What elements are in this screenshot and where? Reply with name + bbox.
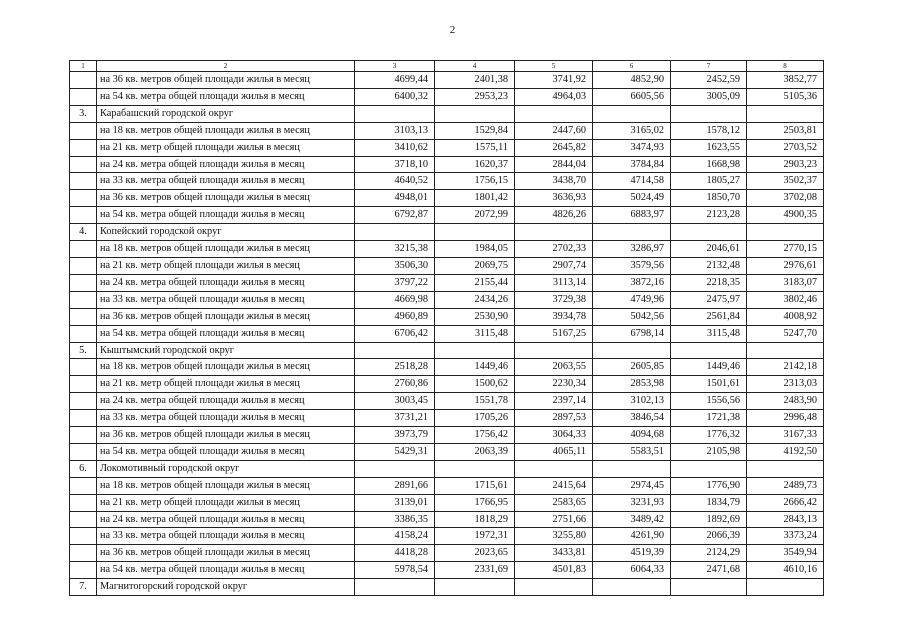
value-cell: 1721,38 (671, 410, 747, 427)
column-number-cell: 7 (671, 61, 747, 72)
value-cell: 2397,14 (515, 393, 593, 410)
value-cell: 1556,56 (671, 393, 747, 410)
table-row (70, 308, 824, 325)
value-cell: 2844,04 (515, 156, 593, 173)
value-cell: 4261,90 (593, 528, 671, 545)
table-row (70, 72, 824, 89)
value-cell: 4964,03 (515, 88, 593, 105)
row-index (70, 72, 97, 89)
value-cell: 3741,92 (515, 72, 593, 89)
section-title: Копейский городской округ (97, 224, 355, 241)
value-cell: 3438,70 (515, 173, 593, 190)
value-cell: 3410,62 (355, 139, 435, 156)
section-title: Локомотивный городской округ (97, 460, 355, 477)
value-cell (747, 105, 824, 122)
row-index (70, 241, 97, 258)
value-cell: 2218,35 (671, 274, 747, 291)
value-cell (747, 342, 824, 359)
row-label: на 21 кв. метр общей площади жилья в месяц (97, 257, 355, 274)
value-cell: 2155,44 (435, 274, 515, 291)
row-index (70, 427, 97, 444)
value-cell: 2770,15 (747, 241, 824, 258)
row-index (70, 122, 97, 139)
value-cell: 4699,44 (355, 72, 435, 89)
table-row (70, 274, 824, 291)
value-cell: 2666,42 (747, 494, 824, 511)
value-cell: 1766,95 (435, 494, 515, 511)
value-cell: 2605,85 (593, 359, 671, 376)
value-cell: 3373,24 (747, 528, 824, 545)
value-cell: 3872,16 (593, 274, 671, 291)
section-title: Кыштымский городской округ (97, 342, 355, 359)
row-label: на 36 кв. метров общей площади жилья в месяц (97, 190, 355, 207)
value-cell (593, 105, 671, 122)
value-cell (515, 224, 593, 241)
value-cell: 6605,56 (593, 88, 671, 105)
value-cell (435, 342, 515, 359)
value-cell: 3064,33 (515, 427, 593, 444)
row-index (70, 173, 97, 190)
value-cell: 1834,79 (671, 494, 747, 511)
value-cell: 2503,81 (747, 122, 824, 139)
value-cell (747, 224, 824, 241)
value-cell: 4610,16 (747, 562, 824, 579)
value-cell: 2471,68 (671, 562, 747, 579)
value-cell (355, 105, 435, 122)
table-row (70, 139, 824, 156)
row-index (70, 257, 97, 274)
value-cell: 5024,49 (593, 190, 671, 207)
row-index (70, 443, 97, 460)
value-cell: 1578,12 (671, 122, 747, 139)
value-cell (515, 460, 593, 477)
value-cell: 2483,90 (747, 393, 824, 410)
value-cell: 3103,13 (355, 122, 435, 139)
row-label: на 24 кв. метра общей площади жилья в месяц (97, 274, 355, 291)
value-cell: 6798,14 (593, 325, 671, 342)
value-cell: 3433,81 (515, 545, 593, 562)
value-cell (435, 224, 515, 241)
value-cell: 6064,33 (593, 562, 671, 579)
row-index (70, 190, 97, 207)
value-cell: 3113,14 (515, 274, 593, 291)
row-label: на 54 кв. метра общей площади жилья в месяц (97, 443, 355, 460)
value-cell: 2434,26 (435, 291, 515, 308)
table-row (70, 511, 824, 528)
value-cell (671, 105, 747, 122)
row-label: на 33 кв. метра общей площади жилья в месяц (97, 173, 355, 190)
value-cell: 3846,54 (593, 410, 671, 427)
value-cell: 2561,84 (671, 308, 747, 325)
table-row (70, 427, 824, 444)
value-cell (355, 579, 435, 596)
row-label: на 18 кв. метров общей площади жилья в месяц (97, 477, 355, 494)
value-cell: 6706,42 (355, 325, 435, 342)
value-cell: 5247,70 (747, 325, 824, 342)
value-cell: 3286,97 (593, 241, 671, 258)
row-index (70, 291, 97, 308)
value-cell: 1575,11 (435, 139, 515, 156)
row-label: на 18 кв. метров общей площади жилья в месяц (97, 241, 355, 258)
row-label: на 36 кв. метров общей площади жилья в месяц (97, 545, 355, 562)
table-row (70, 257, 824, 274)
value-cell: 4900,35 (747, 207, 824, 224)
value-cell: 6883,97 (593, 207, 671, 224)
table-body (70, 61, 824, 596)
value-cell: 4094,68 (593, 427, 671, 444)
value-cell: 4501,83 (515, 562, 593, 579)
value-cell (435, 460, 515, 477)
value-cell: 3474,93 (593, 139, 671, 156)
table-row (70, 241, 824, 258)
value-cell: 5583,51 (593, 443, 671, 460)
value-cell: 1850,70 (671, 190, 747, 207)
value-cell (671, 579, 747, 596)
row-index (70, 376, 97, 393)
value-cell (747, 579, 824, 596)
value-cell (435, 105, 515, 122)
value-cell: 2069,75 (435, 257, 515, 274)
row-index (70, 494, 97, 511)
value-cell: 2645,82 (515, 139, 593, 156)
row-index (70, 359, 97, 376)
value-cell (355, 342, 435, 359)
value-cell: 5978,54 (355, 562, 435, 579)
value-cell: 2066,39 (671, 528, 747, 545)
value-cell: 3115,48 (671, 325, 747, 342)
value-cell: 3702,08 (747, 190, 824, 207)
value-cell: 1620,37 (435, 156, 515, 173)
row-label: на 33 кв. метра общей площади жилья в месяц (97, 410, 355, 427)
value-cell (515, 105, 593, 122)
value-cell: 3549,94 (747, 545, 824, 562)
value-cell: 3183,07 (747, 274, 824, 291)
row-index (70, 511, 97, 528)
value-cell: 3215,38 (355, 241, 435, 258)
value-cell: 1776,32 (671, 427, 747, 444)
value-cell: 2518,28 (355, 359, 435, 376)
row-label: на 36 кв. метров общей площади жилья в месяц (97, 72, 355, 89)
value-cell: 1756,42 (435, 427, 515, 444)
value-cell (435, 579, 515, 596)
table-row (70, 376, 824, 393)
value-cell: 1501,61 (671, 376, 747, 393)
row-index: 7. (70, 579, 97, 596)
row-index (70, 308, 97, 325)
value-cell: 2230,34 (515, 376, 593, 393)
value-cell: 3005,09 (671, 88, 747, 105)
row-label: на 21 кв. метр общей площади жилья в месяц (97, 139, 355, 156)
value-cell: 3797,22 (355, 274, 435, 291)
column-number-cell: 8 (747, 61, 824, 72)
column-number-cell: 3 (355, 61, 435, 72)
value-cell: 6400,32 (355, 88, 435, 105)
column-number-row (70, 61, 824, 72)
value-cell: 4065,11 (515, 443, 593, 460)
table-row (70, 494, 824, 511)
value-cell: 2105,98 (671, 443, 747, 460)
section-row (70, 105, 824, 122)
value-cell (671, 224, 747, 241)
value-cell: 3003,45 (355, 393, 435, 410)
column-number-cell: 6 (593, 61, 671, 72)
value-cell: 4158,24 (355, 528, 435, 545)
row-index (70, 562, 97, 579)
value-cell (515, 579, 593, 596)
value-cell: 1776,90 (671, 477, 747, 494)
value-cell: 2760,86 (355, 376, 435, 393)
value-cell: 1805,27 (671, 173, 747, 190)
value-cell (355, 460, 435, 477)
value-cell: 1892,69 (671, 511, 747, 528)
value-cell: 2996,48 (747, 410, 824, 427)
value-cell (747, 460, 824, 477)
value-cell: 1715,61 (435, 477, 515, 494)
row-label: на 18 кв. метров общей площади жилья в месяц (97, 122, 355, 139)
column-number-cell: 4 (435, 61, 515, 72)
value-cell: 2475,97 (671, 291, 747, 308)
value-cell: 1551,78 (435, 393, 515, 410)
row-label: на 54 кв. метра общей площади жилья в месяц (97, 325, 355, 342)
row-index (70, 545, 97, 562)
value-cell (593, 342, 671, 359)
value-cell: 2142,18 (747, 359, 824, 376)
value-cell: 6792,87 (355, 207, 435, 224)
section-row (70, 224, 824, 241)
value-cell: 2703,52 (747, 139, 824, 156)
value-cell: 3731,21 (355, 410, 435, 427)
value-cell (593, 579, 671, 596)
value-cell: 3973,79 (355, 427, 435, 444)
value-cell: 1668,98 (671, 156, 747, 173)
row-index (70, 477, 97, 494)
table-row (70, 562, 824, 579)
value-cell: 2046,61 (671, 241, 747, 258)
value-cell: 2583,65 (515, 494, 593, 511)
table-row (70, 545, 824, 562)
table-row (70, 207, 824, 224)
table-row (70, 528, 824, 545)
row-index: 6. (70, 460, 97, 477)
row-label: на 36 кв. метров общей площади жилья в месяц (97, 427, 355, 444)
value-cell: 3102,13 (593, 393, 671, 410)
value-cell: 3386,35 (355, 511, 435, 528)
value-cell: 2132,48 (671, 257, 747, 274)
page-number: 2 (449, 24, 456, 36)
value-cell: 3231,93 (593, 494, 671, 511)
row-index: 5. (70, 342, 97, 359)
value-cell: 3784,84 (593, 156, 671, 173)
table-row (70, 410, 824, 427)
value-cell: 2447,60 (515, 122, 593, 139)
value-cell: 4418,28 (355, 545, 435, 562)
value-cell: 2331,69 (435, 562, 515, 579)
value-cell: 4852,90 (593, 72, 671, 89)
table-row (70, 325, 824, 342)
value-cell: 3802,46 (747, 291, 824, 308)
row-label: на 24 кв. метра общей площади жилья в месяц (97, 511, 355, 528)
value-cell: 2907,74 (515, 257, 593, 274)
value-cell: 2897,53 (515, 410, 593, 427)
value-cell: 2452,59 (671, 72, 747, 89)
value-cell: 5042,56 (593, 308, 671, 325)
value-cell: 2976,61 (747, 257, 824, 274)
value-cell: 4714,58 (593, 173, 671, 190)
row-label: на 36 кв. метров общей площади жилья в месяц (97, 308, 355, 325)
table-row (70, 173, 824, 190)
value-cell: 3115,48 (435, 325, 515, 342)
value-cell: 3579,56 (593, 257, 671, 274)
value-cell: 2702,33 (515, 241, 593, 258)
value-cell: 2489,73 (747, 477, 824, 494)
row-label: на 21 кв. метр общей площади жилья в месяц (97, 376, 355, 393)
row-index (70, 393, 97, 410)
value-cell: 5105,36 (747, 88, 824, 105)
value-cell: 5429,31 (355, 443, 435, 460)
row-label: на 54 кв. метра общей площади жилья в месяц (97, 88, 355, 105)
value-cell: 1756,15 (435, 173, 515, 190)
value-cell: 2415,64 (515, 477, 593, 494)
value-cell: 4519,39 (593, 545, 671, 562)
section-title: Карабашский городской округ (97, 105, 355, 122)
value-cell: 1623,55 (671, 139, 747, 156)
table-row (70, 88, 824, 105)
value-cell: 3506,30 (355, 257, 435, 274)
table-row (70, 291, 824, 308)
value-cell: 2123,28 (671, 207, 747, 224)
value-cell (593, 460, 671, 477)
section-row (70, 342, 824, 359)
tariff-table (69, 60, 824, 596)
row-index (70, 528, 97, 545)
row-index (70, 139, 97, 156)
value-cell: 2953,23 (435, 88, 515, 105)
value-cell: 2751,66 (515, 511, 593, 528)
value-cell: 2124,29 (671, 545, 747, 562)
value-cell: 2313,03 (747, 376, 824, 393)
column-number-cell: 5 (515, 61, 593, 72)
value-cell: 4640,52 (355, 173, 435, 190)
table-row (70, 393, 824, 410)
row-index (70, 207, 97, 224)
value-cell: 3489,42 (593, 511, 671, 528)
table-row (70, 156, 824, 173)
row-label: на 24 кв. метра общей площади жилья в месяц (97, 156, 355, 173)
value-cell: 3852,77 (747, 72, 824, 89)
table-row (70, 190, 824, 207)
value-cell: 2072,99 (435, 207, 515, 224)
value-cell: 2903,23 (747, 156, 824, 173)
row-label: на 33 кв. метра общей площади жилья в месяц (97, 528, 355, 545)
row-label: на 18 кв. метров общей площади жилья в месяц (97, 359, 355, 376)
value-cell: 3255,80 (515, 528, 593, 545)
column-number-cell: 1 (70, 61, 97, 72)
value-cell: 1801,42 (435, 190, 515, 207)
column-number-cell: 2 (97, 61, 355, 72)
value-cell: 3165,02 (593, 122, 671, 139)
value-cell: 1972,31 (435, 528, 515, 545)
table-row (70, 359, 824, 376)
row-label: на 21 кв. метр общей площади жилья в месяц (97, 494, 355, 511)
value-cell: 1984,05 (435, 241, 515, 258)
value-cell: 2401,38 (435, 72, 515, 89)
value-cell: 2063,55 (515, 359, 593, 376)
value-cell: 2853,98 (593, 376, 671, 393)
value-cell: 2063,39 (435, 443, 515, 460)
value-cell: 2843,13 (747, 511, 824, 528)
row-index: 4. (70, 224, 97, 241)
value-cell: 1449,46 (435, 359, 515, 376)
row-label: на 33 кв. метра общей площади жилья в месяц (97, 291, 355, 308)
value-cell (671, 460, 747, 477)
row-label: на 24 кв. метра общей площади жилья в месяц (97, 393, 355, 410)
value-cell (515, 342, 593, 359)
table-row (70, 443, 824, 460)
value-cell: 3636,93 (515, 190, 593, 207)
section-title: Магнитогорский городской округ (97, 579, 355, 596)
section-row (70, 579, 824, 596)
value-cell: 1529,84 (435, 122, 515, 139)
value-cell: 4960,89 (355, 308, 435, 325)
value-cell: 4826,26 (515, 207, 593, 224)
table-row (70, 477, 824, 494)
value-cell: 4669,98 (355, 291, 435, 308)
value-cell (355, 224, 435, 241)
row-index (70, 156, 97, 173)
row-index (70, 88, 97, 105)
row-label: на 54 кв. метра общей площади жилья в месяц (97, 207, 355, 224)
value-cell: 1818,29 (435, 511, 515, 528)
value-cell: 1449,46 (671, 359, 747, 376)
value-cell: 1705,26 (435, 410, 515, 427)
value-cell: 3729,38 (515, 291, 593, 308)
value-cell: 3139,01 (355, 494, 435, 511)
value-cell (671, 342, 747, 359)
value-cell: 2023,65 (435, 545, 515, 562)
value-cell: 4192,50 (747, 443, 824, 460)
value-cell: 5167,25 (515, 325, 593, 342)
value-cell: 4948,01 (355, 190, 435, 207)
value-cell: 3167,33 (747, 427, 824, 444)
value-cell: 3934,78 (515, 308, 593, 325)
row-index (70, 410, 97, 427)
value-cell (593, 224, 671, 241)
value-cell: 2974,45 (593, 477, 671, 494)
value-cell: 3502,37 (747, 173, 824, 190)
value-cell: 4749,96 (593, 291, 671, 308)
table-row (70, 122, 824, 139)
value-cell: 2891,66 (355, 477, 435, 494)
row-index (70, 274, 97, 291)
value-cell: 4008,92 (747, 308, 824, 325)
value-cell: 2530,90 (435, 308, 515, 325)
row-index: 3. (70, 105, 97, 122)
row-label: на 54 кв. метра общей площади жилья в месяц (97, 562, 355, 579)
row-index (70, 325, 97, 342)
section-row (70, 460, 824, 477)
value-cell: 1500,62 (435, 376, 515, 393)
value-cell: 3718,10 (355, 156, 435, 173)
